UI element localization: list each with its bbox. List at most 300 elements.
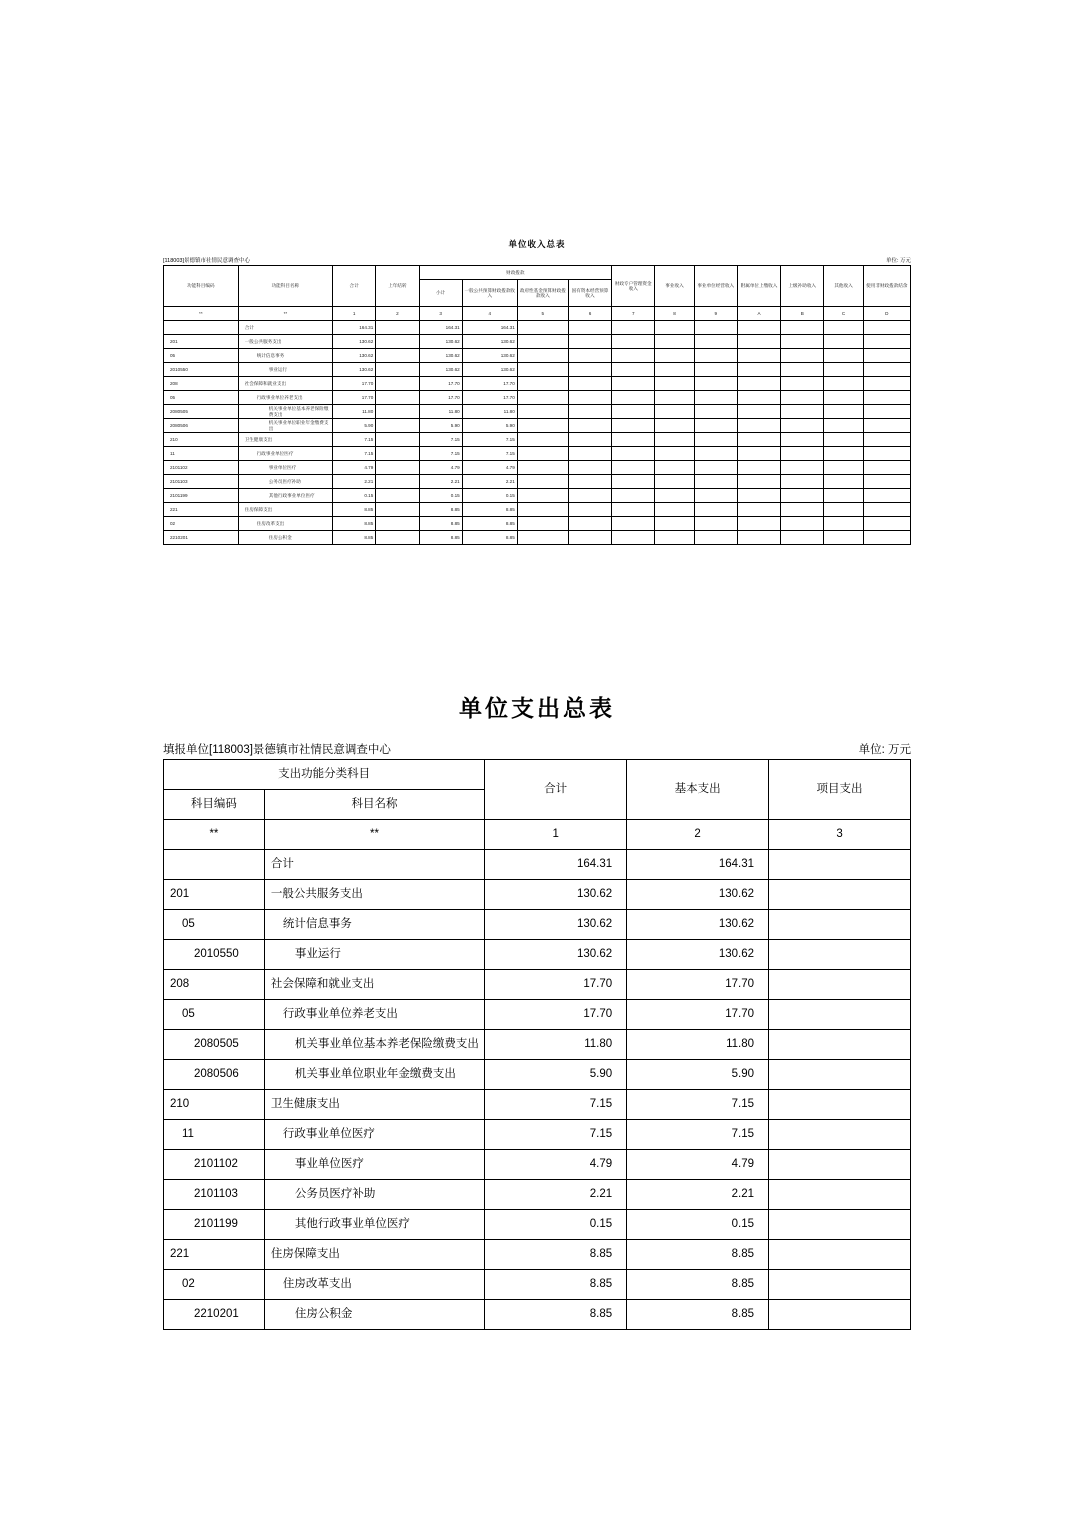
income-unit-label: 单位: 万元: [885, 258, 911, 264]
row-business: [694, 377, 737, 391]
row-name: 住房保障支出: [238, 503, 332, 517]
row-fiscal-subtotal: 8.85: [419, 531, 462, 545]
row-general-budget: 11.80: [462, 405, 517, 419]
page-title: 单位支出总表: [459, 695, 615, 721]
row-carryover: [376, 349, 419, 363]
row-soe-budget: [568, 335, 611, 349]
income-th-other: 其他收入: [824, 266, 863, 307]
row-other: [824, 475, 863, 489]
row-total: 17.70: [333, 391, 376, 405]
row-subject-name: 统计信息事务: [264, 910, 484, 940]
colnum-1: **: [264, 820, 484, 850]
row-name: 机关事业单位职业年金缴费支出: [238, 419, 332, 433]
row-operating: [655, 447, 694, 461]
income-th-subsidiary: 附属单位上缴收入: [737, 266, 780, 307]
row-general-budget: 8.85: [462, 503, 517, 517]
row-fiscal-subtotal: 7.15: [419, 433, 462, 447]
row-subsidiary: [737, 517, 780, 531]
row-subject-code: 201: [164, 880, 265, 910]
table-row: [164, 880, 911, 910]
row-name: 一般公共服务支出: [238, 335, 332, 349]
table-row: [164, 940, 911, 970]
row-surplus: [863, 391, 910, 405]
row-business: [694, 335, 737, 349]
row-special-account: [612, 503, 655, 517]
income-th-fiscal-subtotal: 小计: [419, 280, 462, 307]
income-th-code: 功能科目编码: [164, 266, 239, 307]
row-basic-expenditure: 130.62: [627, 940, 769, 970]
table-row: [164, 391, 911, 405]
row-special-account: [612, 517, 655, 531]
row-total: 0.15: [333, 489, 376, 503]
row-code: 2080505: [164, 405, 239, 419]
row-name: 住房公积金: [238, 531, 332, 545]
row-fiscal-subtotal: 164.31: [419, 321, 462, 335]
row-operating: [655, 475, 694, 489]
table-row: [164, 503, 911, 517]
row-general-budget: 5.90: [462, 419, 517, 433]
table-row: [164, 419, 911, 433]
row-project-expenditure: [769, 1060, 911, 1090]
row-basic-expenditure: 4.79: [627, 1150, 769, 1180]
row-subject-name: 机关事业单位职业年金缴费支出: [264, 1060, 484, 1090]
row-general-budget: 130.62: [462, 349, 517, 363]
row-subject-code: 2010550: [164, 940, 265, 970]
row-basic-expenditure: 130.62: [627, 880, 769, 910]
row-general-budget: 130.62: [462, 363, 517, 377]
row-total: 5.90: [333, 419, 376, 433]
row-gov-fund: [517, 489, 568, 503]
row-project-expenditure: [769, 1000, 911, 1030]
row-total: 2.21: [333, 475, 376, 489]
row-code: 05: [164, 349, 239, 363]
income-colnum-1: **: [238, 307, 332, 321]
row-operating: [655, 363, 694, 377]
row-carryover: [376, 391, 419, 405]
row-subject-code: 221: [164, 1240, 265, 1270]
row-superior: [781, 461, 824, 475]
expenditure-summary-sheet: [163, 690, 911, 1330]
row-other: [824, 419, 863, 433]
row-code: 11: [164, 447, 239, 461]
row-carryover: [376, 405, 419, 419]
row-total: 164.31: [333, 321, 376, 335]
row-code: 2080506: [164, 419, 239, 433]
row-carryover: [376, 419, 419, 433]
row-name: 卫生健康支出: [238, 433, 332, 447]
expenditure-table-body: [164, 850, 911, 1330]
row-soe-budget: [568, 419, 611, 433]
income-sheet-title: 单位收入总表: [508, 239, 566, 249]
expenditure-sheet-meta: [163, 741, 911, 757]
row-subject-name: 行政事业单位养老支出: [264, 1000, 484, 1030]
row-fiscal-subtotal: 2.21: [419, 475, 462, 489]
row-general-budget: 130.62: [462, 335, 517, 349]
income-colnum-0: **: [164, 307, 239, 321]
income-colnum-14: D: [863, 307, 910, 321]
row-gov-fund: [517, 419, 568, 433]
row-special-account: [612, 461, 655, 475]
row-superior: [781, 531, 824, 545]
income-th-soe-budget: 国有资本经营预算收入: [568, 280, 611, 307]
row-other: [824, 517, 863, 531]
row-surplus: [863, 503, 910, 517]
row-subject-name: 住房保障支出: [264, 1240, 484, 1270]
row-name: 公务员医疗补助: [238, 475, 332, 489]
row-business: [694, 433, 737, 447]
row-carryover: [376, 503, 419, 517]
row-total: 8.85: [333, 517, 376, 531]
row-total: 4.79: [485, 1150, 627, 1180]
row-carryover: [376, 531, 419, 545]
row-total: 130.62: [485, 880, 627, 910]
colnum-4: 3: [769, 820, 911, 850]
row-soe-budget: [568, 433, 611, 447]
row-superior: [781, 377, 824, 391]
row-subsidiary: [737, 335, 780, 349]
row-fiscal-subtotal: 17.70: [419, 391, 462, 405]
row-subject-code: 208: [164, 970, 265, 1000]
row-general-budget: 7.15: [462, 433, 517, 447]
row-general-budget: 8.85: [462, 531, 517, 545]
income-th-surplus: 使用非财政拨款结余: [863, 266, 910, 307]
row-general-budget: 164.31: [462, 321, 517, 335]
income-summary-sheet: [163, 238, 911, 545]
expenditure-summary-table: [163, 759, 911, 1330]
row-code: 05: [164, 391, 239, 405]
row-business: [694, 489, 737, 503]
row-carryover: [376, 335, 419, 349]
row-surplus: [863, 475, 910, 489]
row-total: 11.80: [485, 1030, 627, 1060]
row-carryover: [376, 433, 419, 447]
income-th-gov-fund: 政府性基金预算财政拨款收入: [517, 280, 568, 307]
row-operating: [655, 377, 694, 391]
row-code: 2010550: [164, 363, 239, 377]
row-soe-budget: [568, 489, 611, 503]
row-fiscal-subtotal: 8.85: [419, 517, 462, 531]
row-special-account: [612, 349, 655, 363]
table-row: [164, 1300, 911, 1330]
row-total: 130.62: [333, 363, 376, 377]
row-soe-budget: [568, 517, 611, 531]
row-total: 130.62: [485, 940, 627, 970]
row-gov-fund: [517, 391, 568, 405]
row-subsidiary: [737, 461, 780, 475]
income-colnum-3: 2: [376, 307, 419, 321]
row-subject-code: 210: [164, 1090, 265, 1120]
row-surplus: [863, 489, 910, 503]
row-other: [824, 433, 863, 447]
filler-unit-label: 填报单位[118003]景德镇市社情民意调查中心: [163, 744, 391, 756]
row-superior: [781, 349, 824, 363]
row-subject-code: 2080506: [164, 1060, 265, 1090]
th-subject-code: 科目编码: [164, 790, 265, 820]
row-name: 住房改革支出: [238, 517, 332, 531]
row-subject-name: 住房公积金: [264, 1300, 484, 1330]
row-business: [694, 503, 737, 517]
row-subject-code: 2101199: [164, 1210, 265, 1240]
row-project-expenditure: [769, 910, 911, 940]
row-fiscal-subtotal: 130.62: [419, 349, 462, 363]
row-operating: [655, 489, 694, 503]
row-superior: [781, 405, 824, 419]
table-row: [164, 517, 911, 531]
row-code: [164, 321, 239, 335]
table-row: [164, 1270, 911, 1300]
row-total: 0.15: [485, 1210, 627, 1240]
row-other: [824, 503, 863, 517]
row-business: [694, 461, 737, 475]
row-other: [824, 321, 863, 335]
row-subject-code: 2080505: [164, 1030, 265, 1060]
row-special-account: [612, 391, 655, 405]
row-gov-fund: [517, 363, 568, 377]
row-total: 8.85: [333, 503, 376, 517]
row-gov-fund: [517, 503, 568, 517]
th-subject-name: 科目名称: [264, 790, 484, 820]
row-subsidiary: [737, 363, 780, 377]
row-subsidiary: [737, 321, 780, 335]
row-business: [694, 321, 737, 335]
row-subsidiary: [737, 433, 780, 447]
row-subject-code: 2210201: [164, 1300, 265, 1330]
row-surplus: [863, 321, 910, 335]
table-row: [164, 489, 911, 503]
row-special-account: [612, 531, 655, 545]
row-subject-code: 02: [164, 1270, 265, 1300]
row-carryover: [376, 377, 419, 391]
row-name: 事业运行: [238, 363, 332, 377]
row-operating: [655, 349, 694, 363]
th-total: 合计: [485, 760, 627, 820]
row-gov-fund: [517, 447, 568, 461]
income-th-fiscal-group: 财政拨款: [419, 266, 612, 280]
row-project-expenditure: [769, 880, 911, 910]
row-total: 7.15: [333, 447, 376, 461]
row-total: 8.85: [485, 1270, 627, 1300]
income-th-special-account: 财政专户管理资金收入: [612, 266, 655, 307]
row-basic-expenditure: 130.62: [627, 910, 769, 940]
row-surplus: [863, 335, 910, 349]
income-colnum-11: A: [737, 307, 780, 321]
row-code: 2101102: [164, 461, 239, 475]
table-row: [164, 1210, 911, 1240]
row-soe-budget: [568, 391, 611, 405]
row-carryover: [376, 461, 419, 475]
row-gov-fund: [517, 461, 568, 475]
row-subject-code: 2101103: [164, 1180, 265, 1210]
row-other: [824, 461, 863, 475]
table-row: [164, 377, 911, 391]
row-subject-name: 一般公共服务支出: [264, 880, 484, 910]
row-general-budget: 2.21: [462, 475, 517, 489]
row-total: 8.85: [485, 1240, 627, 1270]
row-special-account: [612, 405, 655, 419]
amount-unit-label: 单位: 万元: [858, 744, 911, 756]
row-operating: [655, 531, 694, 545]
row-business: [694, 531, 737, 545]
row-fiscal-subtotal: 130.62: [419, 335, 462, 349]
row-subject-code: 2101102: [164, 1150, 265, 1180]
row-surplus: [863, 531, 910, 545]
table-row: [164, 1120, 911, 1150]
row-total: 17.70: [333, 377, 376, 391]
table-row: [164, 349, 911, 363]
income-colnum-4: 3: [419, 307, 462, 321]
row-surplus: [863, 517, 910, 531]
income-th-operating: 事业收入: [655, 266, 694, 307]
row-code: 201: [164, 335, 239, 349]
row-subsidiary: [737, 349, 780, 363]
row-carryover: [376, 517, 419, 531]
row-total: 130.62: [333, 335, 376, 349]
row-subject-code: 05: [164, 1000, 265, 1030]
table-row: [164, 970, 911, 1000]
colnum-3: 2: [627, 820, 769, 850]
row-general-budget: 7.15: [462, 447, 517, 461]
row-gov-fund: [517, 321, 568, 335]
row-soe-budget: [568, 475, 611, 489]
row-soe-budget: [568, 321, 611, 335]
income-th-carryover: 上年结转: [376, 266, 419, 307]
row-project-expenditure: [769, 940, 911, 970]
row-superior: [781, 335, 824, 349]
row-carryover: [376, 475, 419, 489]
row-project-expenditure: [769, 1150, 911, 1180]
row-special-account: [612, 489, 655, 503]
row-business: [694, 349, 737, 363]
row-basic-expenditure: 8.85: [627, 1240, 769, 1270]
row-special-account: [612, 419, 655, 433]
row-soe-budget: [568, 349, 611, 363]
row-project-expenditure: [769, 970, 911, 1000]
row-name: 社会保障和就业支出: [238, 377, 332, 391]
row-subsidiary: [737, 531, 780, 545]
row-total: 2.21: [485, 1180, 627, 1210]
row-total: 130.62: [485, 910, 627, 940]
row-superior: [781, 475, 824, 489]
row-gov-fund: [517, 335, 568, 349]
th-function-category-group: 支出功能分类科目: [164, 760, 485, 790]
row-superior: [781, 363, 824, 377]
income-colnum-12: B: [781, 307, 824, 321]
row-operating: [655, 405, 694, 419]
row-special-account: [612, 433, 655, 447]
row-soe-budget: [568, 503, 611, 517]
table-row: [164, 321, 911, 335]
row-gov-fund: [517, 377, 568, 391]
row-subsidiary: [737, 447, 780, 461]
row-superior: [781, 391, 824, 405]
row-other: [824, 391, 863, 405]
income-colnum-6: 5: [517, 307, 568, 321]
row-surplus: [863, 363, 910, 377]
row-surplus: [863, 433, 910, 447]
table-row: [164, 1240, 911, 1270]
row-project-expenditure: [769, 1180, 911, 1210]
row-surplus: [863, 419, 910, 433]
row-subject-name: 事业运行: [264, 940, 484, 970]
row-carryover: [376, 447, 419, 461]
table-row: [164, 1150, 911, 1180]
table-row: [164, 531, 911, 545]
row-project-expenditure: [769, 1090, 911, 1120]
row-code: 02: [164, 517, 239, 531]
row-code: 221: [164, 503, 239, 517]
colnum-2: 1: [485, 820, 627, 850]
row-business: [694, 517, 737, 531]
table-row: [164, 363, 911, 377]
row-name: 行政事业单位医疗: [238, 447, 332, 461]
table-row: [164, 475, 911, 489]
row-gov-fund: [517, 405, 568, 419]
row-soe-budget: [568, 447, 611, 461]
row-code: 210: [164, 433, 239, 447]
row-soe-budget: [568, 461, 611, 475]
row-special-account: [612, 447, 655, 461]
table-row: [164, 461, 911, 475]
row-total: 164.31: [485, 850, 627, 880]
row-name: 事业单位医疗: [238, 461, 332, 475]
row-code: 208: [164, 377, 239, 391]
row-total: 5.90: [485, 1060, 627, 1090]
table-row: [164, 405, 911, 419]
row-subject-code: 11: [164, 1120, 265, 1150]
row-superior: [781, 433, 824, 447]
row-project-expenditure: [769, 1240, 911, 1270]
row-other: [824, 489, 863, 503]
row-fiscal-subtotal: 11.80: [419, 405, 462, 419]
table-row: [164, 850, 911, 880]
row-operating: [655, 335, 694, 349]
table-row: [164, 335, 911, 349]
row-basic-expenditure: 17.70: [627, 970, 769, 1000]
row-business: [694, 419, 737, 433]
row-other: [824, 349, 863, 363]
row-project-expenditure: [769, 850, 911, 880]
row-special-account: [612, 321, 655, 335]
row-carryover: [376, 363, 419, 377]
income-th-superior: 上级补助收入: [781, 266, 824, 307]
row-code: 2101199: [164, 489, 239, 503]
row-subsidiary: [737, 391, 780, 405]
row-project-expenditure: [769, 1210, 911, 1240]
table-row: [164, 1000, 911, 1030]
table-row: [164, 910, 911, 940]
row-subject-name: 公务员医疗补助: [264, 1180, 484, 1210]
row-subsidiary: [737, 377, 780, 391]
income-th-business: 事业单位经营收入: [694, 266, 737, 307]
row-other: [824, 335, 863, 349]
row-soe-budget: [568, 377, 611, 391]
row-soe-budget: [568, 405, 611, 419]
row-superior: [781, 517, 824, 531]
income-colnum-5: 4: [462, 307, 517, 321]
row-gov-fund: [517, 349, 568, 363]
row-general-budget: 17.70: [462, 377, 517, 391]
row-basic-expenditure: 5.90: [627, 1060, 769, 1090]
row-subject-name: 机关事业单位基本养老保险缴费支出: [264, 1030, 484, 1060]
row-gov-fund: [517, 433, 568, 447]
income-colnum-9: 8: [655, 307, 694, 321]
row-operating: [655, 419, 694, 433]
table-row: [164, 1030, 911, 1060]
row-gov-fund: [517, 517, 568, 531]
row-surplus: [863, 447, 910, 461]
row-fiscal-subtotal: 130.62: [419, 363, 462, 377]
row-general-budget: 4.79: [462, 461, 517, 475]
